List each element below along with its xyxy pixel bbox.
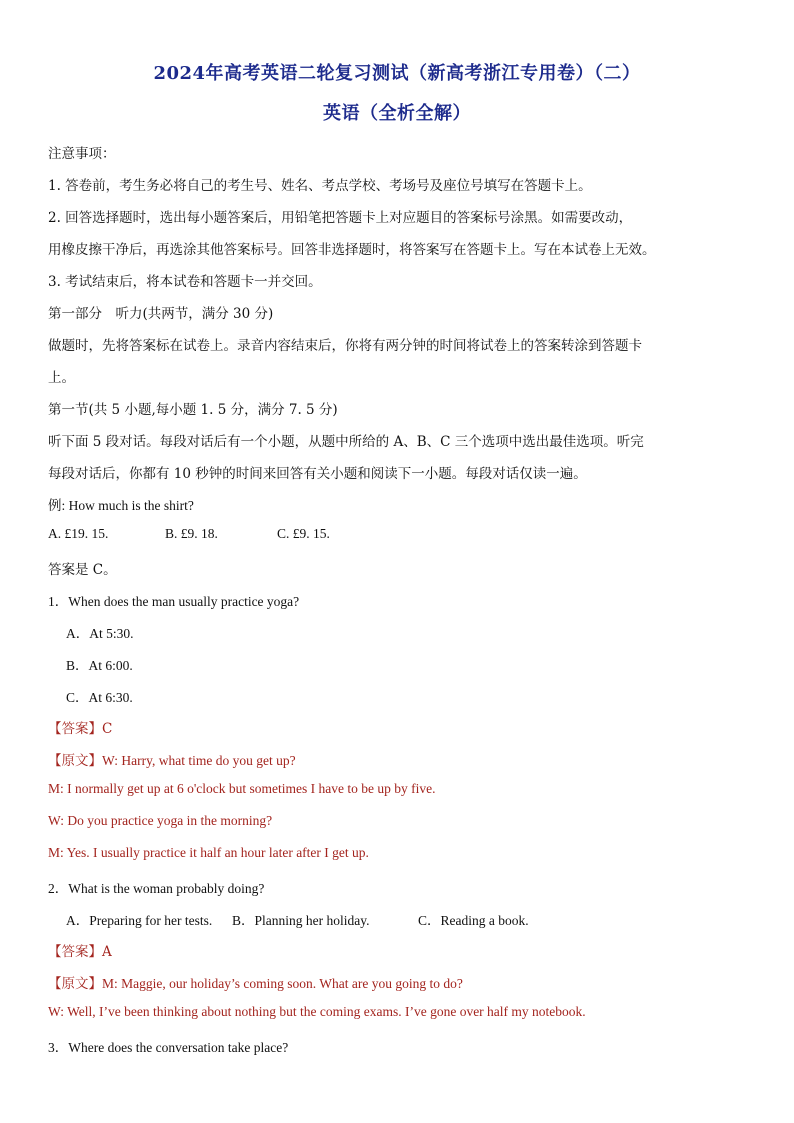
notice-item-3: 3. 考试结束后，将本试卷和答题卡一并交回。 bbox=[48, 274, 322, 290]
part1-intro-line-1: 做题时，先将答案标在试卷上。录音内容结束后，你将有两分钟的时间将试卷上的答案转涂到答题卡 bbox=[48, 338, 642, 354]
q2-transcript-text-1: M: Maggie, our holiday’s coming soon. What are you going to do? bbox=[102, 976, 463, 991]
example-option-c: C. £9. 15. bbox=[277, 526, 330, 541]
q1-transcript-line-3: W: Do you practice yoga in the morning? bbox=[48, 813, 273, 828]
notice-item-1: 1. 答卷前，考生务必将自己的考生号、姓名、考点学校、考场号及座位号填写在答题卡上。 bbox=[48, 178, 592, 194]
section1-intro-line-1: 听下面 5 段对话。每段对话后有一个小题，从题中所给的 A、B、C 三个选项中选出最佳选项。听完 bbox=[48, 434, 644, 450]
q1-transcript-line-1 bbox=[48, 749, 296, 769]
q1-answer: 【答案】C bbox=[48, 721, 113, 737]
section1-intro-line-2: 每段对话后，你都有 10 秒钟的时间来回答有关小题和阅读下一小题。每段对话仅读一遍。 bbox=[48, 466, 587, 482]
document-subtitle: 英语（全析全解） bbox=[323, 103, 471, 124]
document-title: 2024年高考英语二轮复习测试（新高考浙江专用卷）（二） bbox=[153, 63, 641, 84]
example-option-b: B. £9. 18. bbox=[165, 526, 218, 541]
q2-option-c: C．Reading a book. bbox=[418, 913, 529, 928]
q2-transcript-line-2: W: Well, I’ve been thinking about nothing but the coming exams. I’ve gone over half my notebook. bbox=[48, 1004, 586, 1019]
q2-transcript-label: 【原文】 bbox=[48, 976, 102, 992]
example-question: 例: How much is the shirt? bbox=[48, 498, 194, 513]
part1-intro-line-2: 上。 bbox=[48, 370, 75, 386]
part1-heading: 第一部分 听力(共两节，满分 30 分) bbox=[48, 306, 274, 322]
section1-heading: 第一节(共 5 小题,每小题 1. 5 分，满分 7. 5 分) bbox=[48, 402, 338, 418]
q2-option-a: A．Preparing for her tests. bbox=[66, 913, 213, 928]
q1-option-c: C．At 6:30. bbox=[66, 690, 133, 705]
example-option-a: A. £19. 15. bbox=[48, 526, 109, 541]
example-answer: 答案是 C。 bbox=[48, 562, 117, 578]
notice-item-2-line-1: 2. 回答选择题时，选出每小题答案后，用铅笔把答题卡上对应题目的答案标号涂黑。如需要改动， bbox=[48, 210, 633, 226]
q1-option-a: A．At 5:30. bbox=[66, 626, 134, 641]
q2-answer: 【答案】A bbox=[48, 944, 112, 960]
q1-option-b: B．At 6:00. bbox=[66, 658, 133, 673]
notice-item-2-line-2: 用橡皮擦干净后，再选涂其他答案标号。回答非选择题时，将答案写在答题卡上。写在本试卷上无效。 bbox=[48, 242, 656, 258]
q2-question: 2．What is the woman probably doing? bbox=[48, 881, 265, 896]
q3-question: 3．Where does the conversation take place? bbox=[48, 1040, 289, 1055]
q1-question: 1．When does the man usually practice yoga? bbox=[48, 594, 300, 609]
q1-transcript-label: 【原文】 bbox=[48, 753, 102, 769]
q1-transcript-line-2: M: I normally get up at 6 o'clock but sometimes I have to be up by five. bbox=[48, 781, 436, 796]
q2-option-b: B．Planning her holiday. bbox=[232, 913, 370, 928]
q1-transcript-line-4: M: Yes. I usually practice it half an hour later after I get up. bbox=[48, 845, 369, 860]
notice-heading: 注意事项： bbox=[48, 146, 116, 162]
q2-transcript-line-1 bbox=[48, 972, 463, 992]
q1-transcript-text-1: W: Harry, what time do you get up? bbox=[102, 753, 296, 768]
